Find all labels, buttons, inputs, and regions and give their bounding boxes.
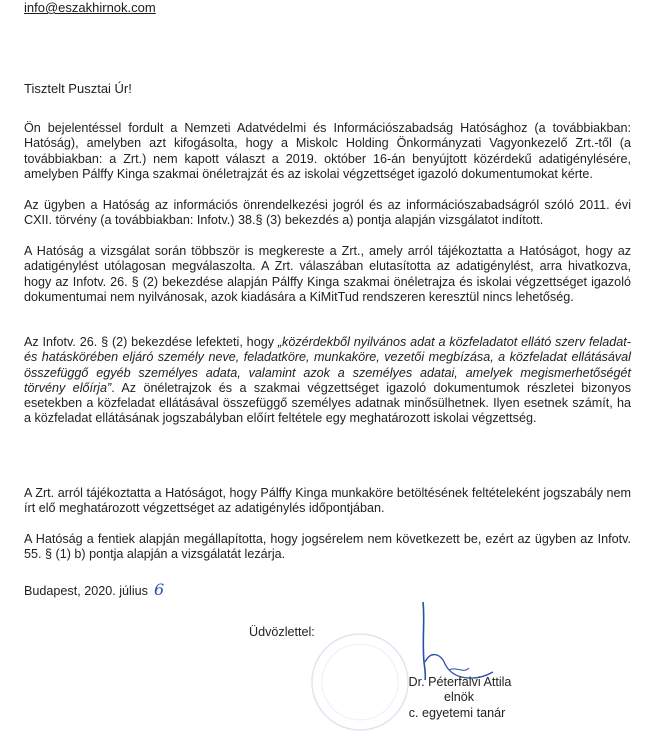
closing: Üdvözlettel: — [249, 625, 315, 639]
legal-quote: „közérdekből nyilvános adat a közfeladatot ellátó szerv feladat- és hatáskörében eljáró személy neve, feladatköre, munkaköre, vezetői megbízása, a közfeladat ellátásával összefüggő egyéb személyes adata, valamint azok a személyes adatai, amelyek megismerhetőségét törvény előírja” — [24, 335, 631, 395]
signatory-title: c. egyetemi tanár — [408, 706, 506, 720]
paragraph-company-info: A Zrt. arról tájékoztatta a Hatóságot, hogy Pálffy Kinga munkaköre betöltésének feltételeként jogszabály nem írt elő meghatározott végzettséget az adatigénylés időpontjában. — [24, 486, 631, 516]
date-line — [24, 582, 164, 599]
paragraph-complaint: Ön bejelentéssel fordult a Nemzeti Adatvédelmi és Információszabadság Hatósághoz (a továbbiakban: Hatóság), amelyben azt kifogásolta, hogy a Miskolc Holding Önkormányzati Vagyonkezelő Zrt.-től (a továbbiakban: a Zrt.) nem kapott választ a 2019. október 16-án benyújtott közérdekű adatigénylésére, amelyben Pálffy Kinga szakmai önéletrajzát és az iskolai végzettséget igazoló dokumentumokat kérte. — [24, 121, 631, 181]
paragraph-legal-basis-rest: . Az önéletrajzok és a szakmai végzettséget igazoló dokumentumok részletei bizonyos esetekben a közfeladat ellátásával összefüggő személyes adatnak minősülhetnek. Ilyen esetnek számít, ha a közfeladat ellátásának jogszabályban előírt feltétele egy meghatározott iskolai végzettség. — [24, 380, 631, 426]
paragraph-legal-basis-intro: Az Infotv. 26. § (2) bekezdése lefekteti, hogy — [24, 335, 278, 349]
date-text: Budapest, 2020. július — [24, 584, 148, 598]
paragraph-conclusion: A Hatóság a fentiek alapján megállapította, hogy jogsérelem nem következett be, ezért az ügyben az Infotv. 55. § (1) b) pontja alapján a vizsgálatát lezárja. — [24, 532, 631, 562]
signatory-role: elnök — [443, 690, 475, 704]
handwritten-day: 6 — [153, 580, 165, 599]
paragraph-legal-basis — [24, 335, 631, 427]
signatory-name: Dr. Péterfalvi Attila — [408, 675, 512, 689]
paragraph-investigation: Az ügyben a Hatóság az információs önrendelkezési jogról és az információszabadságról szóló 2011. évi CXII. törvény (a továbbiakban: Infotv.) 38.§ (3) bekezdés a) pontja alapján vizsgálatot indított. — [24, 198, 631, 228]
salutation: Tisztelt Pusztai Úr! — [24, 81, 132, 96]
paragraph-company-response: A Hatóság a vizsgálat során többször is megkereste a Zrt., amely arról tájékoztatta a Hatóságot, hogy az adatigénylést utólagosan megválaszolta. A Zrt. válaszában elutasította az adatigénylést, arra hivatkozva, hogy az Infotv. 26. § (2) bekezdése alapján Pálffy Kinga szakmai önéletrajza és iskolai végzettséget igazoló dokumentumai nem nyilvánosak, azok kiadására a KiMitTud rendszeren keresztül nincs lehetőség. — [24, 244, 631, 304]
contact-email-link[interactable]: info@eszakhirnok.com — [24, 0, 156, 15]
